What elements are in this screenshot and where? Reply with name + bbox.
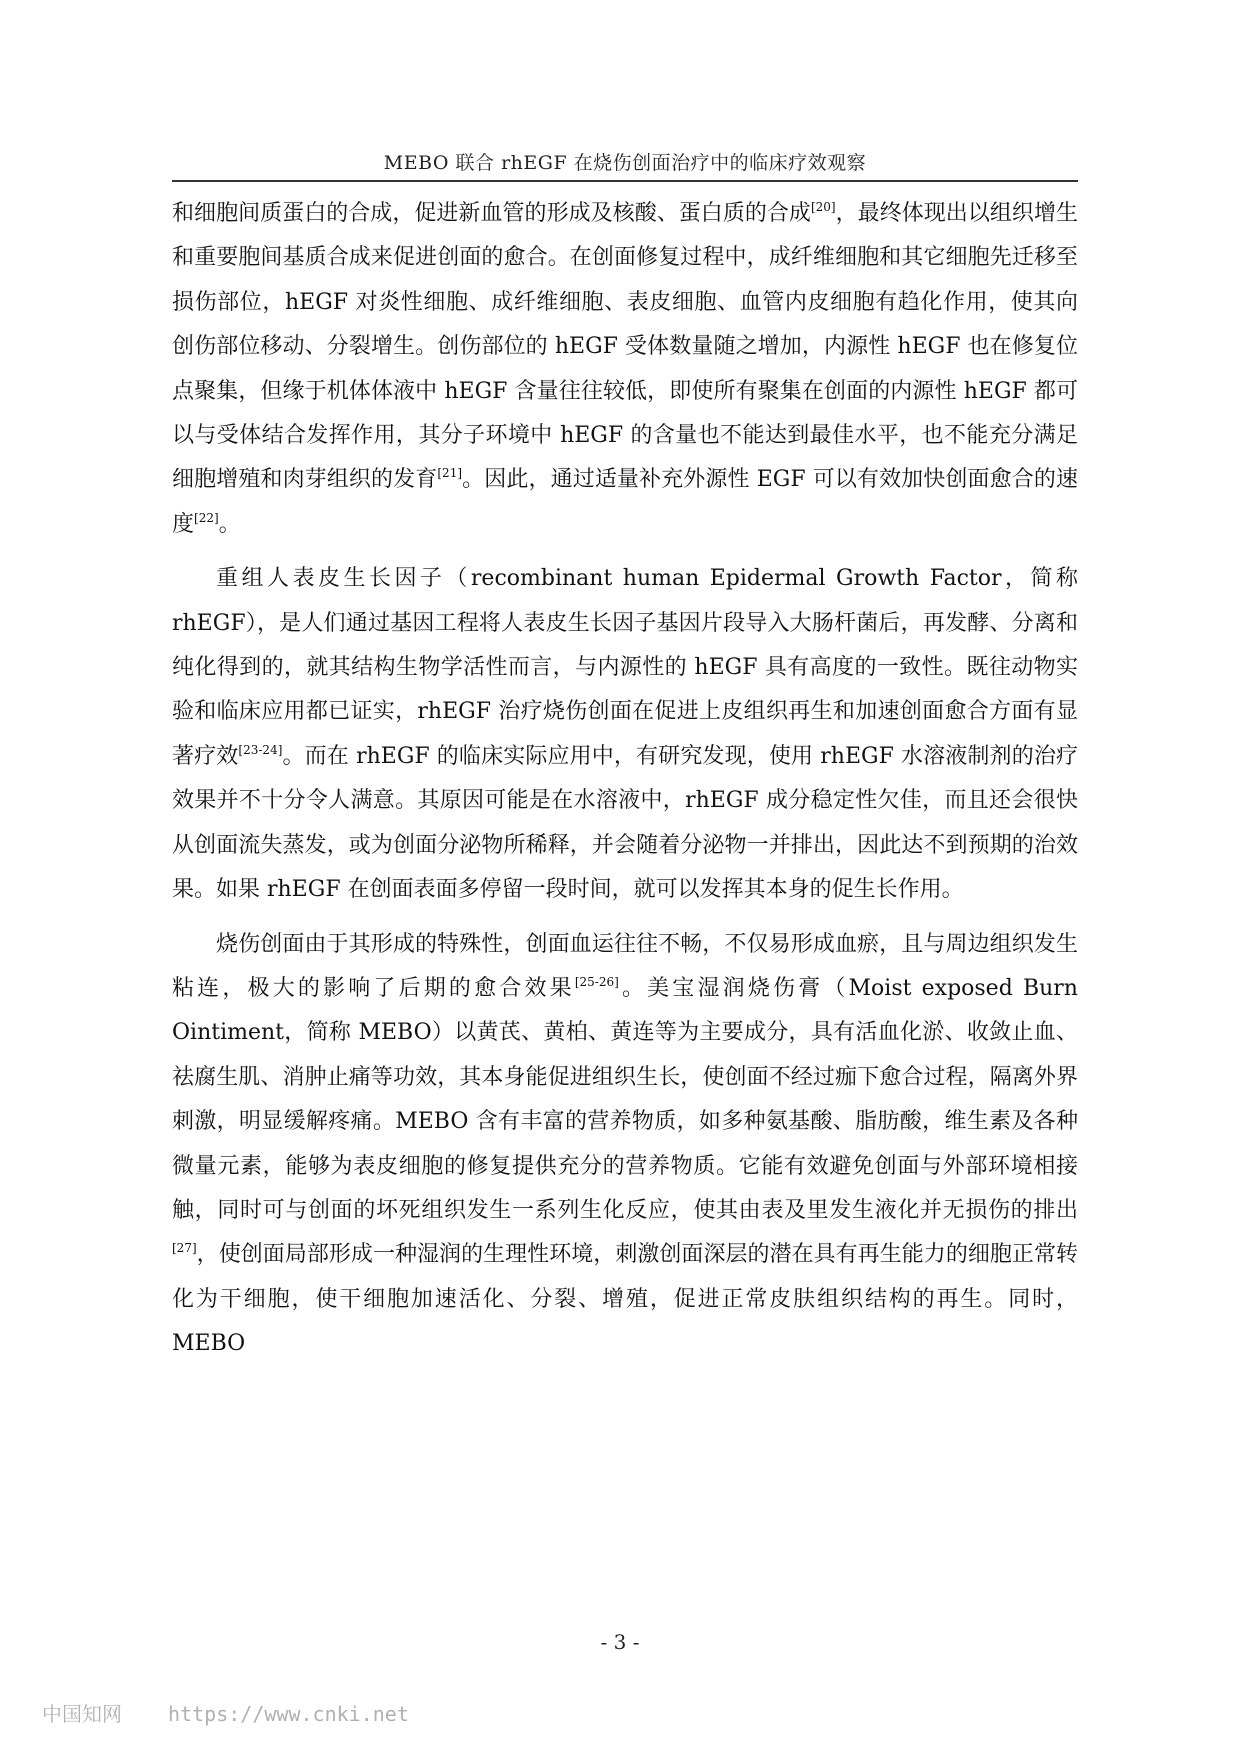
citation-ref: [27] (172, 1241, 197, 1256)
text-run: 重组人表皮生长因子（recombinant human Epidermal Growth Factor，简称 rhEGF），是人们通过基因工程将人表皮生长因子基因片段导入大肠杆菌后，再发酵、分离和纯化得到的，就其结构生物学活性而言，与内源性的 hEGF 具有高度的一致性。既往动物实验和临床应用都已证实，rhEGF 治疗烧伤创面在促进上皮组织再生和加速创面愈合方面有显著疗效 (172, 566, 1078, 769)
text-run: 。美宝湿润烧伤膏（Moist exposed Burn Ointiment，简称 MEBO）以黄芪、黄柏、黄连等为主要成分，具有活血化淤、收敛止血、祛腐生肌、消肿止痛等功效，其本身能促进组织生长，使创面不经过痂下愈合过程，隔离外界刺激，明显缓解疼痛。MEBO 含有丰富的营养物质，如多种氨基酸、脂肪酸，维生素及各种微量元素，能够为表皮细胞的修复提供充分的营养物质。它能有效避免创面与外部环境相接触，同时可与创面的坏死组织发生一系列生化反应，使其由表及里发生液化并无损伤的排出 (172, 975, 1078, 1223)
paragraph-1 (172, 192, 1078, 547)
text-run: 。而在 rhEGF 的临床实际应用中，有研究发现，使用 rhEGF 水溶液制剂的治疗效果并不十分令人满意。其原因可能是在水溶液中，rhEGF 成分稳定性欠佳，而且还会很快从创面流失蒸发，或为创面分泌物所稀释，并会随着分泌物一并排出，因此达不到预期的治效果。如果 rhEGF 在创面表面多停留一段时间，就可以发挥其本身的促生长作用。 (172, 743, 1078, 903)
text-run: 烧伤创面由于其形成的特殊性，创面血运往往不畅，不仅易形成血瘀，且与周边组织发生粘连，极大的影响了后期的愈合效果 (172, 931, 1078, 1001)
watermark-url: https://www.cnki.net (168, 1702, 409, 1726)
citation-ref: [21] (437, 466, 463, 481)
citation-ref: [25-26] (574, 974, 619, 989)
running-header: MEBO 联合 rhEGF 在烧伤创面治疗中的临床疗效观察 (383, 152, 867, 174)
body-text (172, 192, 1078, 1377)
paragraph-3 (172, 923, 1078, 1367)
citation-ref: [20] (810, 200, 836, 214)
header-rule (172, 180, 1078, 182)
text-run: ，最终体现出以组织增生和重要胞间基质合成来促进创面的愈合。在创面修复过程中，成纤维细胞和其它细胞先迁移至损伤部位，hEGF 对炎性细胞、成纤维细胞、表皮细胞、血管内皮细胞有趋化作用，使其向创伤部位移动、分裂增生。创伤部位的 hEGF 受体数量随之增加，内源性 hEGF 也在修复位点聚集，但缘于机体体液中 hEGF 含量往往较低，即使所有聚集在创面的内源性 hEGF 都可以与受体结合发挥作用，其分子环境中 hEGF 的含量也不能达到最佳水平，也不能充分满足细胞增殖和肉芽组织的发育 (172, 201, 1078, 493)
paragraph-2 (172, 557, 1078, 912)
cnki-logo-text: 中国知网 (42, 1702, 122, 1726)
text-run: 。 (218, 511, 241, 537)
text-run: 和细胞间质蛋白的合成，促进新血管的形成及核酸、蛋白质的合成 (172, 201, 811, 226)
citation-ref: [22] (194, 510, 219, 525)
footer-watermark (42, 1698, 409, 1727)
page-number: - 3 - (600, 1630, 640, 1654)
text-run: ，使创面局部形成一种湿润的生理性环境，刺激创面深层的潜在具有再生能力的细胞正常转化为干细胞，使干细胞加速活化、分裂、增殖，促进正常皮肤组织结构的再生。同时，MEBO (172, 1242, 1078, 1357)
text-run: 。因此，通过适量补充外源性 EGF 可以有效加快创面愈合的速度 (172, 467, 1078, 537)
citation-ref: [23-24] (238, 742, 283, 757)
